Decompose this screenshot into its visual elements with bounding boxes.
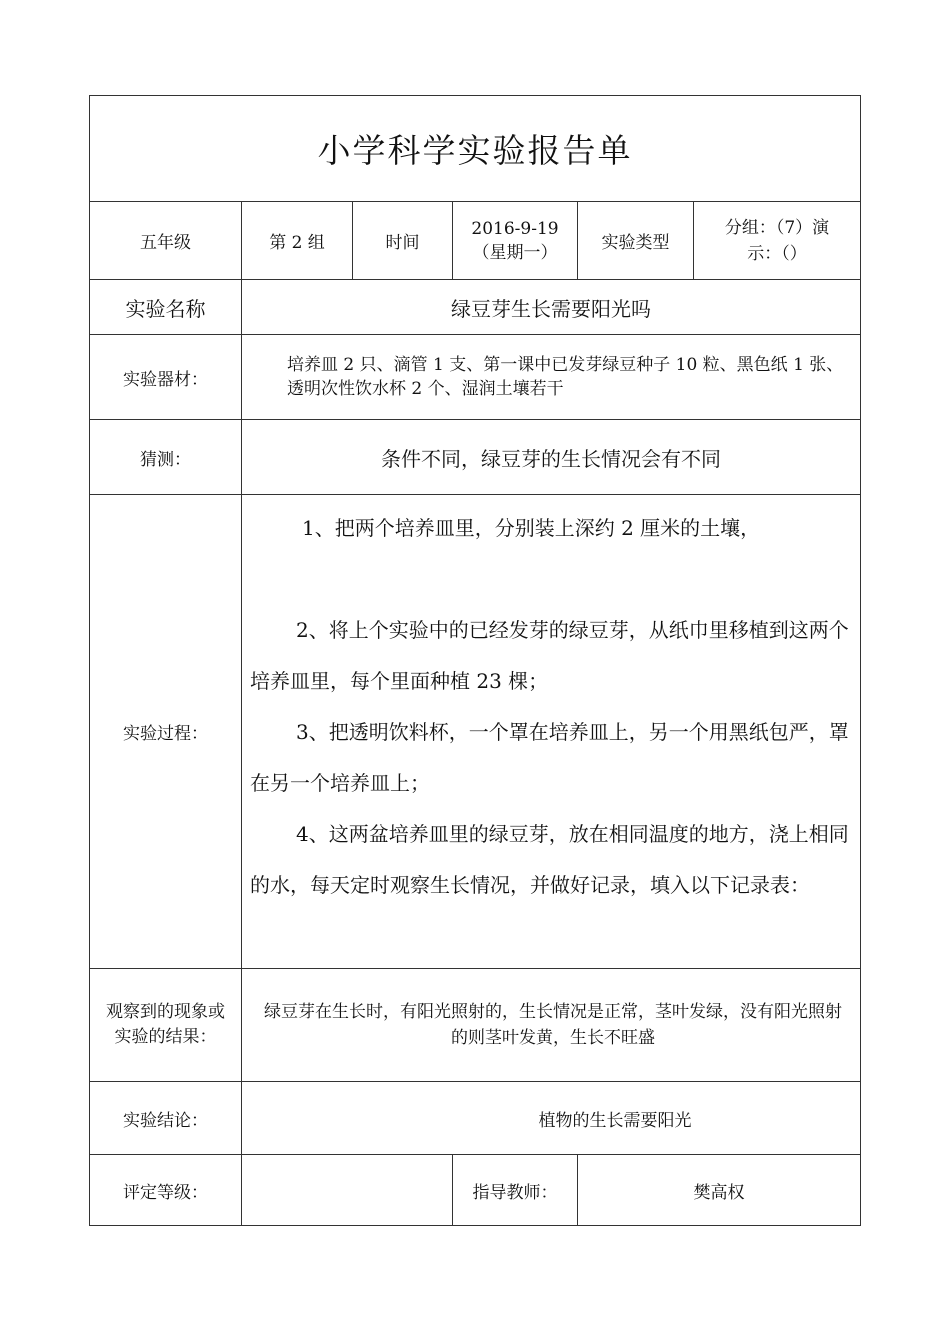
evaluation-value [242, 1155, 453, 1226]
date-cell [453, 202, 578, 279]
report-form [89, 95, 861, 1226]
result-row [90, 969, 860, 1082]
hypothesis-value: 条件不同，绿豆芽的生长情况会有不同 [381, 446, 721, 471]
date-value: 2016-9-19 [471, 218, 559, 239]
hypothesis-row [90, 420, 860, 495]
grouping-line-1: 分组：（7）演 [724, 217, 830, 238]
process-step-4: 4、这两盆培养皿里的绿豆芽，放在相同温度的地方，浇上相同的水，每天定时观察生长情况，并做好记录，填入以下记录表： [250, 822, 849, 897]
experiment-name-row [90, 280, 860, 335]
materials-value: 培养皿 2 只、滴管 1 支、第一课中已发芽绿豆种子 10 粒、黑色纸 1 张、透明次性饮水杯 2 个、湿润土壤若干 [287, 355, 844, 399]
grouping-line-2: 示：（） [747, 243, 807, 264]
hypothesis-label: 猜测： [90, 420, 242, 494]
result-label-line-1: 观察到的现象或 [106, 1002, 225, 1022]
page-title: 小学科学实验报告单 [317, 131, 633, 170]
conclusion-value: 植物的生长需要阳光 [538, 1110, 692, 1131]
process-row [90, 495, 860, 969]
weekday-value: （星期一） [472, 242, 558, 263]
grouping-cell [694, 202, 860, 279]
teacher-name: 樊高权 [693, 1183, 745, 1203]
experiment-name-value: 绿豆芽生长需要阳光吗 [451, 296, 651, 321]
result-label [90, 969, 242, 1081]
experiment-name-label: 实验名称 [90, 280, 242, 334]
info-row [90, 202, 860, 280]
evaluation-label: 评定等级： [90, 1155, 242, 1226]
experiment-type-label: 实验类型 [578, 202, 694, 279]
process-step-2: 2、将上个实验中的已经发芽的绿豆芽，从纸巾里移植到这两个培养皿里，每个里面种植 23 棵； [250, 618, 849, 693]
process-step-3: 3、把透明饮料杯，一个罩在培养皿上，另一个用黑纸包严，罩在另一个培养皿上； [250, 720, 849, 795]
process-label: 实验过程： [90, 495, 242, 968]
process-steps [242, 495, 860, 968]
process-step-1: 1、把两个培养皿里，分别装上深约 2 厘米的土壤， [302, 516, 761, 540]
conclusion-row [90, 1082, 860, 1155]
time-label: 时间 [353, 202, 453, 279]
evaluation-row [90, 1155, 860, 1226]
materials-row [90, 335, 860, 420]
title-row [90, 96, 860, 202]
result-label-line-2: 实验的结果： [114, 1027, 217, 1047]
materials-label: 实验器材： [90, 335, 242, 419]
teacher-label: 指导教师： [453, 1155, 578, 1226]
result-value: 绿豆芽在生长时，有阳光照射的，生长情况是正常，茎叶发绿，没有阳光照射的则茎叶发黄，生长不旺盛 [264, 1002, 842, 1048]
grade-cell: 五年级 [90, 202, 242, 279]
group-cell: 第 2 组 [242, 202, 353, 279]
conclusion-label: 实验结论： [90, 1082, 242, 1154]
